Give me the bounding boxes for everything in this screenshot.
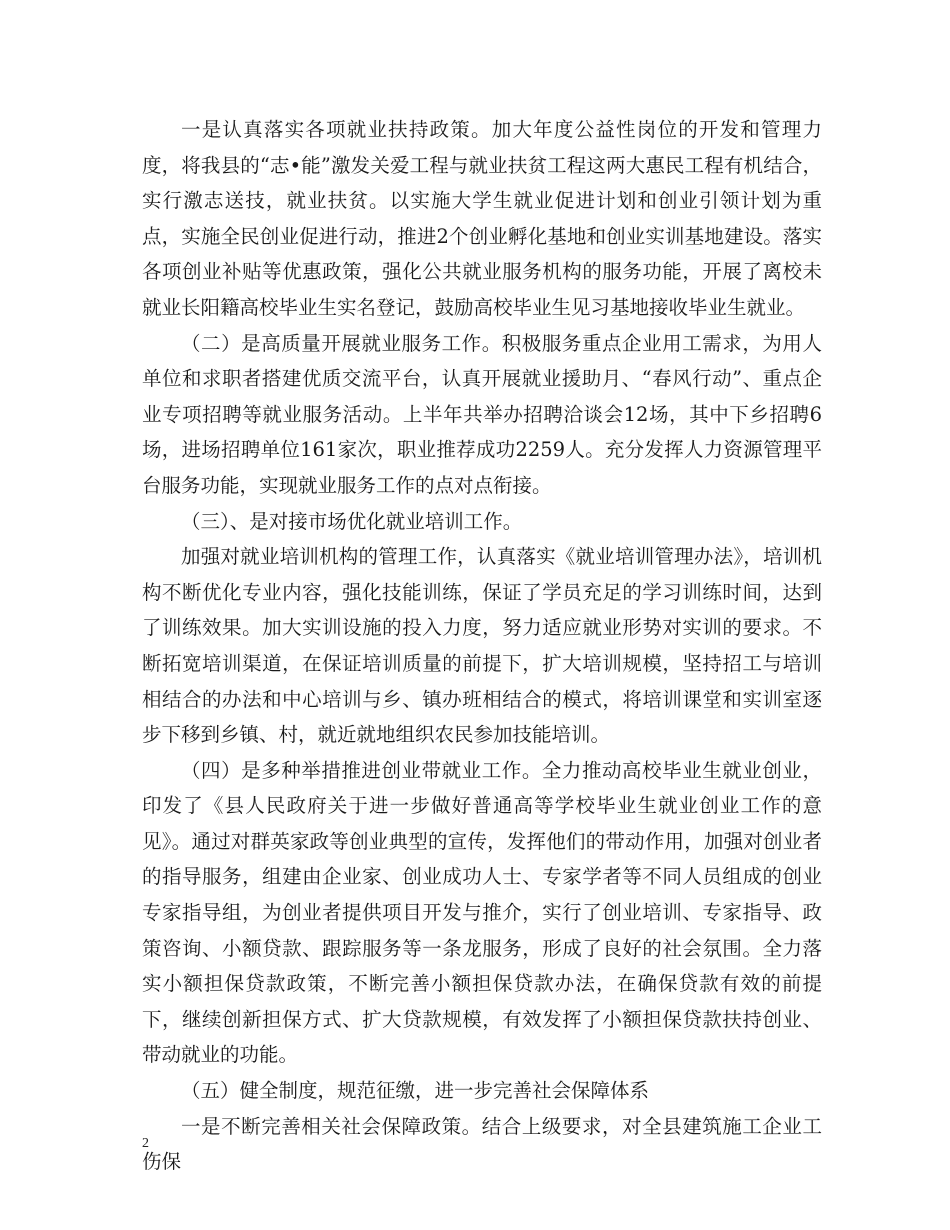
paragraph-employment-services: （二）是高质量开展就业服务工作。积极服务重点企业用工需求，为用人单位和求职者搭建优质交流平台，认真开展就业援助月、“春风行动”、重点企业专项招聘等就业服务活动。上半年共举办招聘洽谈会12场，其中下乡招聘6场，进场招聘单位161家次，职业推荐成功2259人。充分发挥人力资源管理平台服务功能，实现就业服务工作的点对点衔接。 xyxy=(142,331,822,497)
paragraph-employment-policy: 一是认真落实各项就业扶持政策。加大年度公益性岗位的开发和管理力度，将我县的“志•能”激发关爱工程与就业扶贫工程这两大惠民工程有机结合，实行激志送技，就业扶贫。以实施大学生就业促进计划和创业引领计划为重点，实施全民创业促进行动，推进2个创业孵化基地和创业实训基地建设。落实各项创业补贴等优惠政策，强化公共就业服务机构的服务功能，开展了离校未就业长阳籍高校毕业生实名登记，鼓励高校毕业生见习基地接收毕业生就业。 xyxy=(142,118,822,319)
paragraph-social-security-body: 一是不断完善相关社会保障政策。结合上级要求，对全县建筑施工企业工伤保 xyxy=(142,1114,822,1174)
paragraph-training-body: 加强对就业培训机构的管理工作，认真落实《就业培训管理办法》，培训机构不断优化专业内容，强化技能训练，保证了学员充足的学习训练时间，达到了训练效果。加大实训设施的投入力度，努力适应就业形势对实训的要求。不断拓宽培训渠道，在保证培训质量的前提下，扩大培训规模，坚持招工与培训相结合的办法和中心培训与乡、镇办班相结合的模式，将培训课堂和实训室逐步下移到乡镇、村，就近就地组织农民参加技能培训。 xyxy=(142,545,822,747)
page-number: 2 xyxy=(142,1136,149,1151)
paragraph-training-heading: （三）、是对接市场优化就业培训工作。 xyxy=(181,509,523,533)
paragraph-social-security-heading: （五）健全制度，规范征缴，进一步完善社会保障体系 xyxy=(181,1079,650,1103)
document-body xyxy=(142,112,822,1180)
paragraph-entrepreneurship: （四）是多种举措推进创业带就业工作。全力推动高校毕业生就业创业，印发了《县人民政府关于进一步做好普通高等学校毕业生就业创业工作的意见》。通过对群英家政等创业典型的宣传，发挥他们的带动作用，加强对创业者的指导服务，组建由企业家、创业成功人士、专家学者等不同人员组成的创业专家指导组，为创业者提供项目开发与推介，实行了创业培训、专家指导、政策咨询、小额贷款、跟踪服务等一条龙服务，形成了良好的社会氛围。全力落实小额担保贷款政策，不断完善小额担保贷款办法，在确保贷款有效的前提下，继续创新担保方式、扩大贷款规模，有效发挥了小额担保贷款扶持创业、带动就业的功能。 xyxy=(142,758,822,1067)
